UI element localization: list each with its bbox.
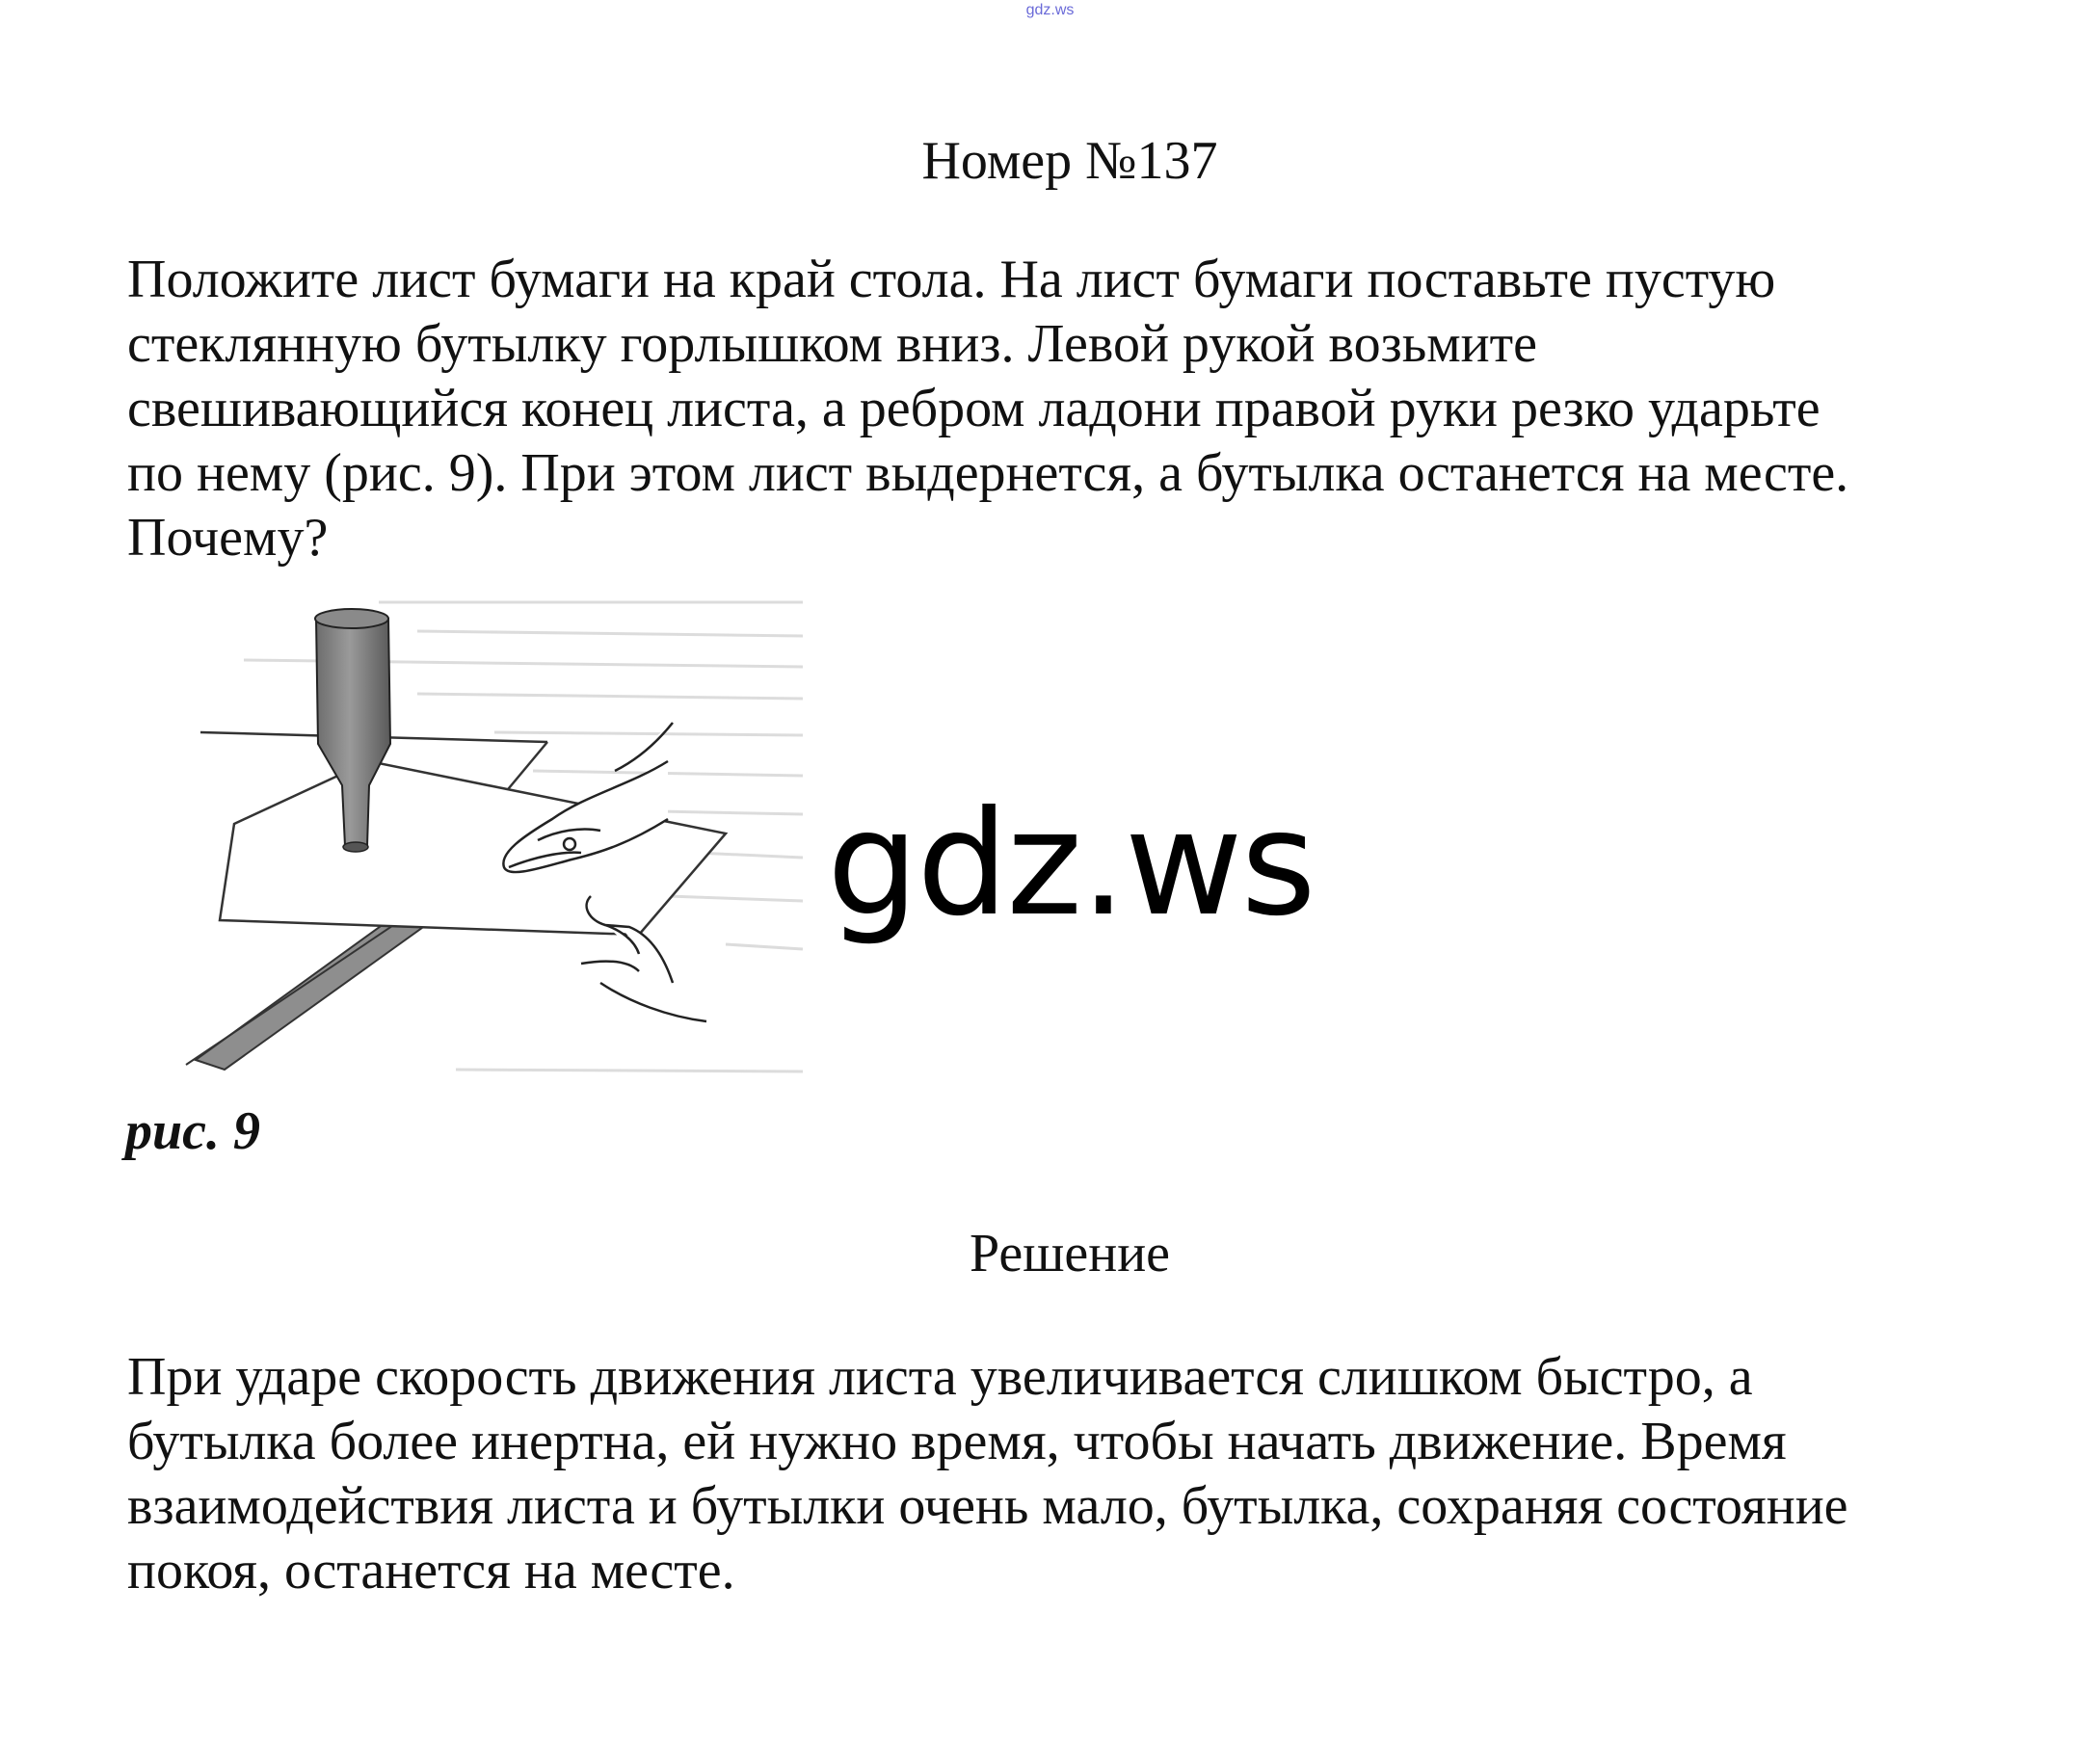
solution-line: бутылка более инертна, ей нужно время, чтобы начать движение. Время [127, 1412, 1787, 1471]
watermark-logo: gdz.ws [827, 780, 1315, 948]
solution-line: покоя, останется на месте. [127, 1541, 735, 1600]
problem-line: по нему (рис. 9). При этом лист выдернется, а бутылка останется на месте. [127, 443, 1849, 503]
problem-line: Положите лист бумаги на край стола. На лист бумаги поставьте пустую [127, 250, 1776, 309]
solution-line: При ударе скорость движения листа увеличивается слишком быстро, а [127, 1347, 1753, 1407]
problem-line: Почему? [127, 508, 329, 568]
problem-text [127, 248, 2016, 570]
problem-line: стеклянную бутылку горлышком вниз. Левой рукой возьмите [127, 314, 1537, 374]
solution-title: Решение [969, 1224, 1171, 1283]
figure-caption: рис. 9 [125, 1101, 260, 1161]
bottle-on-paper-illustration [128, 578, 819, 1096]
problem-line: свешивающийся конец листа, а ребром ладони правой руки резко ударьте [127, 379, 1821, 438]
solution-text [127, 1345, 2016, 1603]
solution-line: взаимодействия листа и бутылки очень мало, бутылка, сохраняя состояние [127, 1476, 1848, 1536]
problem-title: Номер №137 [921, 131, 1218, 191]
figure-illustration [128, 578, 819, 1096]
site-mark: gdz.ws [1025, 2, 1075, 18]
